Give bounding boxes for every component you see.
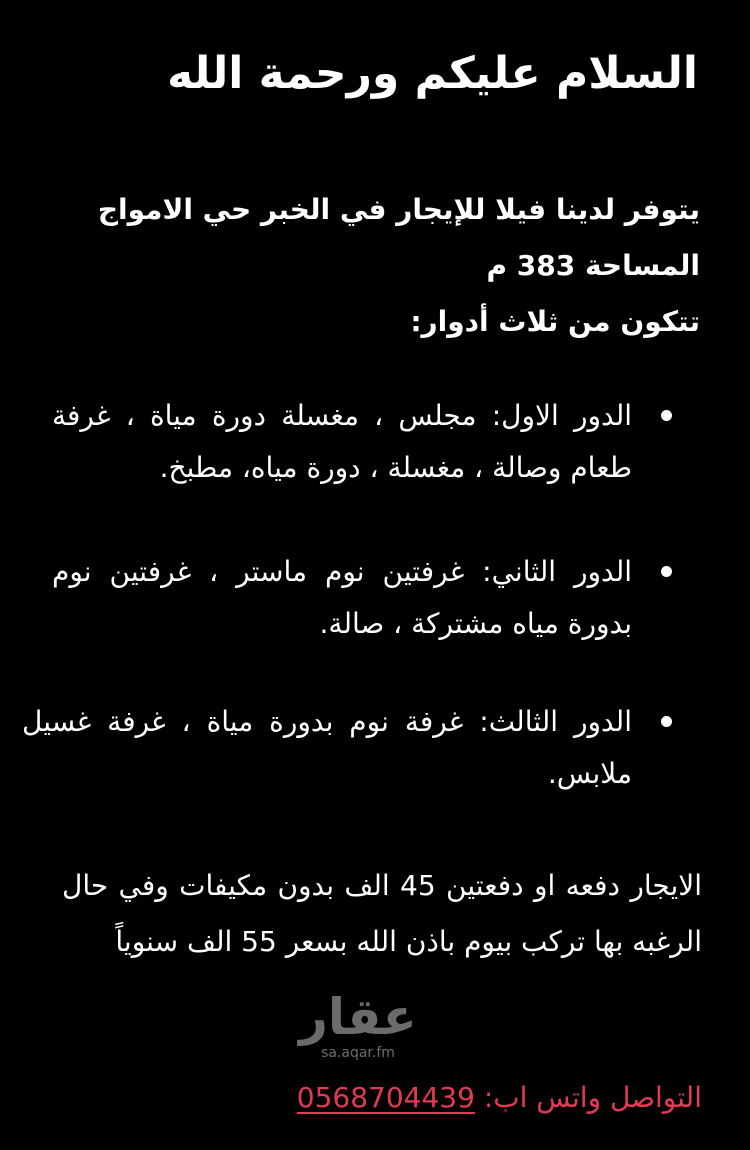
floor-2-text: الدور الثاني: غرفتين نوم ماستر ، غرفتين نوم بدورة مياه مشتركة ، صالة. (52, 555, 632, 640)
rent-paragraph: الايجار دفعه او دفعتين 45 الف بدون مكيفات وفي حال الرغبه بها تركب بيوم باذن الله بسعر 55 الف سنوياً (62, 869, 702, 958)
bullet-icon (661, 566, 672, 577)
phone-link[interactable]: 0568704439 (296, 1081, 475, 1114)
contact-label: التواصل واتس اب: (474, 1081, 702, 1114)
intro-line-villa: يتوفر لدينا فيلا للإيجار في الخبر حي الامواج (97, 193, 700, 226)
floor-3-text: الدور الثالث: غرفة نوم بدورة مياة ، غرفة غسيل ملابس. (22, 705, 632, 790)
watermark-logo-word: عقار (299, 988, 417, 1046)
bullet-icon (661, 410, 672, 421)
intro-line-area: المساحة 383 م (486, 249, 700, 282)
intro-block (50, 182, 700, 350)
intro-line-floors: تتكون من ثلاث أدوار: (410, 305, 700, 338)
floor-1-text: الدور الاول: مجلس ، مغسلة دورة مياة ، غرفة طعام وصالة ، مغسلة ، دورة مياه، مطبخ. (52, 399, 632, 484)
greeting-heading: السلام عليكم ورحمة الله (167, 48, 698, 99)
watermark-url: sa.aqar.fm (321, 1045, 395, 1061)
contact-line (297, 1074, 702, 1122)
bullet-icon (661, 716, 672, 727)
aqar-watermark-logo (296, 990, 420, 1062)
